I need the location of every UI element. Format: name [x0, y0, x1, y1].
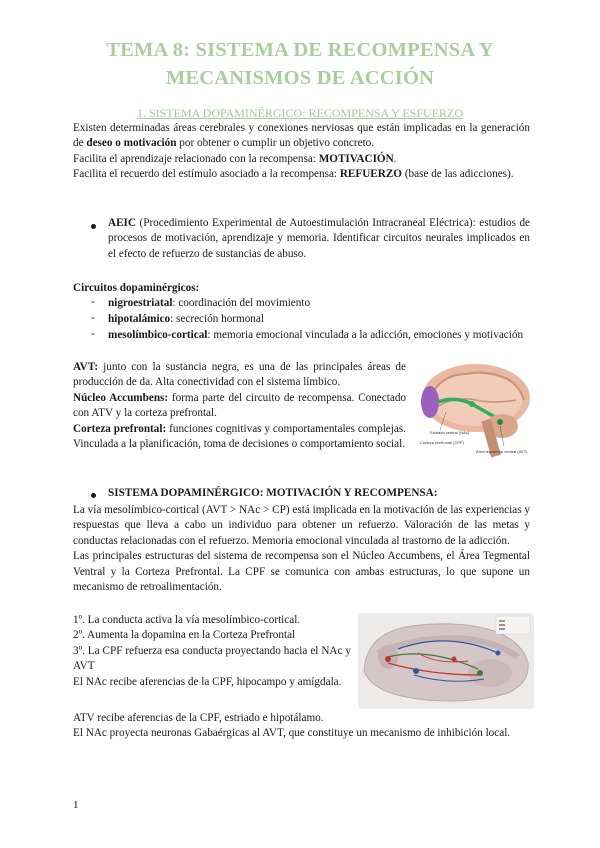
section-heading-2: SISTEMA DOPAMINÉRGICO: MOTIVACIÓN Y RECOMPENSA: [108, 487, 438, 499]
steps-text [73, 613, 351, 690]
step-item: 2º. Aumenta la dopamina en la Corteza Prefrontal [73, 629, 296, 642]
list-item-mesolimbico: mesolímbico-cortical: memoria emocional vinculada a la adicción, emociones y motivación [108, 329, 524, 341]
figure-label: Estriado ventral (NAc) [430, 430, 470, 435]
list-dash: - [91, 312, 95, 324]
list-item-hipotalamico: hipotalámico: secreción hormonal [108, 313, 264, 325]
paragraph: ATV recibe aferencias de la CPF, estriado e hipotálamo. [73, 712, 324, 724]
intro-paragraphs [73, 121, 530, 183]
paragraph: Núcleo Accumbens: forma parte del circuito de recompensa. Conectado con ATV y la corteza prefrontal. [73, 391, 407, 420]
step-item: 3º. La CPF refuerza esa conducta proyectando hacia el NAc y AVT [73, 644, 351, 673]
paragraph: AVT: junto con la sustancia negra, es una de las principales áreas de producción de da. Alta conectividad con el sistema límbico. [73, 361, 406, 389]
section2-closing [73, 711, 530, 742]
section2-paragraphs [73, 503, 530, 595]
reward-circuit-figure [358, 613, 534, 709]
sagittal-brain-diagram [358, 613, 534, 709]
prefrontal-cortex-mark [421, 386, 439, 418]
brain-illustration [416, 360, 534, 458]
paragraph: Facilita el aprendizaje relacionado con la recompensa: MOTIVACIÓN. [73, 152, 397, 165]
bullet-dot [91, 493, 96, 498]
section-heading-1: 1. SISTEMA DOPAMINÉRGICO: RECOMPENSA Y ESFUERZO [136, 106, 464, 120]
step-item: 1º. La conducta activa la vía mesolímbico-cortical. [73, 614, 301, 626]
paragraph: La vía mesolímbico-cortical (AVT > NAc > CP) está implicada en la motivación de las experiencias y respuestas que lleva a cabo un individuo para obtener un refuerzo. Valoración de las metas y conductas relacionadas con el refuerzo. Memoria emocional vinculada al trastorno de la adicción. [73, 504, 530, 547]
paragraph: El NAc proyecta neuronas Gabaérgicas al AVT, que constituye un mecanismo de inhibición local. [73, 727, 511, 740]
list-dash: - [91, 328, 95, 340]
bullet-dot [91, 224, 96, 229]
page-title: TEMA 8: SISTEMA DE RECOMPENSA Y MECANISMOS DE ACCIÓN [106, 39, 494, 89]
page-number: 1 [73, 799, 79, 811]
paragraph: El NAc recibe aferencias de la CPF, hipocampo y amígdala. [73, 675, 342, 688]
brain-reward-figure [416, 360, 534, 458]
paragraph: Facilita el recuerdo del estímulo asociado a la recompensa: REFUERZO (base de las adicciones). [73, 168, 514, 181]
figure-label: Área tegmental ventral (AVT) [476, 449, 528, 454]
list-item-nigroestriatal: nigroestriatal: coordinación del movimiento [108, 297, 311, 309]
aeic-bullet: AEIC (Procedimiento Experimental de Autoestimulación Intracraneal Eléctrica): estudios de procesos de motivación, aprendizaje y memoria. Identificar circuitos neurales implicados en el efecto de refuerzo de sustancias de abuso. [108, 217, 530, 260]
structures-text [73, 360, 406, 452]
list-dash: - [91, 296, 95, 308]
figure-label: Corteza prefrontal (CPF) [420, 440, 464, 445]
paragraph: Existen determinadas áreas cerebrales y conexiones nerviosas que están implicadas en la generación de deseo o motivación por obtener o cumplir un objetivo concreto. [73, 122, 530, 150]
paragraph: Corteza prefrontal: funciones cognitivas y comportamentales complejas. Vinculada a la planificación, toma de decisiones o comportamiento social. [73, 422, 406, 451]
circuits-heading: Circuitos dopaminérgicos: [73, 282, 200, 294]
paragraph: Las principales estructuras del sistema de recompensa son el Núcleo Accumbens, el Área Tegmental Ventral y la Corteza Prefrontal. La CPF se comunica con ambas estructuras, lo que supone un mecanismo de retroalimentación. [73, 550, 530, 594]
